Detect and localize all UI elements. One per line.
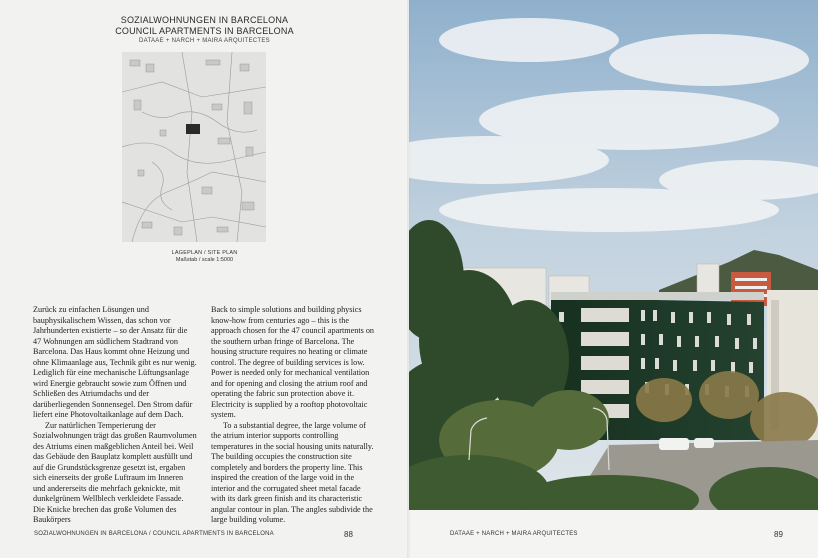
site-plan-map-icon bbox=[122, 52, 266, 242]
running-head-right: DATAAE + NARCH + MAIRA ARQUITECTES bbox=[450, 531, 578, 537]
english-paragraph-2: To a substantial degree, the large volume of the atrium interior supports controlling temperatures in the social housing units naturally. The building occupies the construction site completely and borders the property line. This inspired the creation of the large void in the interior and the corrugated sheet metal facade with its dark green finish and its characteristic angular contour in plan. The angles subdivide the large building volume. bbox=[211, 420, 374, 524]
german-text-column bbox=[33, 305, 197, 526]
scale-caption: Maßstab / scale 1:5000 bbox=[175, 257, 234, 263]
page-number-right: 89 bbox=[774, 530, 783, 539]
photo-building-exterior-icon bbox=[409, 0, 818, 510]
page-number-left: 88 bbox=[344, 530, 353, 539]
running-head-left: SOZIALWOHNUNGEN IN BARCELONA / COUNCIL APARTMENTS IN BARCELONA bbox=[34, 531, 274, 537]
title-german: SOZIALWOHNUNGEN IN BARCELONA bbox=[120, 15, 289, 25]
site-plan-caption: LAGEPLAN / SITE PLAN bbox=[171, 250, 238, 256]
right-page bbox=[409, 0, 818, 558]
english-text-column bbox=[211, 305, 375, 526]
site-plan-drawing bbox=[122, 52, 266, 242]
german-paragraph-2: Zur natürlichen Temperierung der Sozialwohnungen trägt das großen Raumvolumen des Atriums einen maßgeblichen Anteil bei. Weil das Gebäude den Bauplatz komplett ausfüllt und auf die Grundstücksgrenze gesetzt ist, ergaben sich einerseits der große Luftraum im Inneren und andererseits die mehrfach geknickte, mit dunkelgrünem Wellblech verkleidete Fassade. Die Knicke brechen das große Volumen des Baukörpers bbox=[33, 420, 197, 524]
english-paragraph-1: Back to simple solutions and building physics know-how from centuries ago – this is the approach chosen for the 47 council apartments on the southern urban fringe of Barcelona. The housing structure requires no heating or climate control. The degree of building services is low. Power is needed only for mechanical ventilation and for opening and closing the atrium roof and operating the fabric sun protection above it. Electricity is supplied by a rooftop photovoltaic system. bbox=[211, 305, 375, 419]
book-gutter bbox=[407, 0, 411, 558]
building-photograph bbox=[409, 0, 818, 510]
architect-credits: DATAAE + NARCH + MAIRA ARQUITECTES bbox=[138, 38, 270, 44]
german-paragraph-1: Zurück zu einfachen Lösungen und bauphysikalischem Wissen, das schon vor Jahrhunderten existierte – so der Ansatz für die 47 Wohnungen am südlichem Stadtrand von Barcelona. Das Haus kommt ohne Heizung und ohne Klimaanlage aus, Technik gibt es nur wenig. Lediglich für eine mechanische Lüftungsanlage wird Energie gebraucht sowie zum Öffnen und Schließen des Atriumdachs und der darüberliegenden Sonnensegel. Den Strom dafür liefert eine Photovoltaikanlage auf dem Dach. bbox=[33, 305, 197, 419]
title-english: COUNCIL APARTMENTS IN BARCELONA bbox=[115, 26, 294, 36]
